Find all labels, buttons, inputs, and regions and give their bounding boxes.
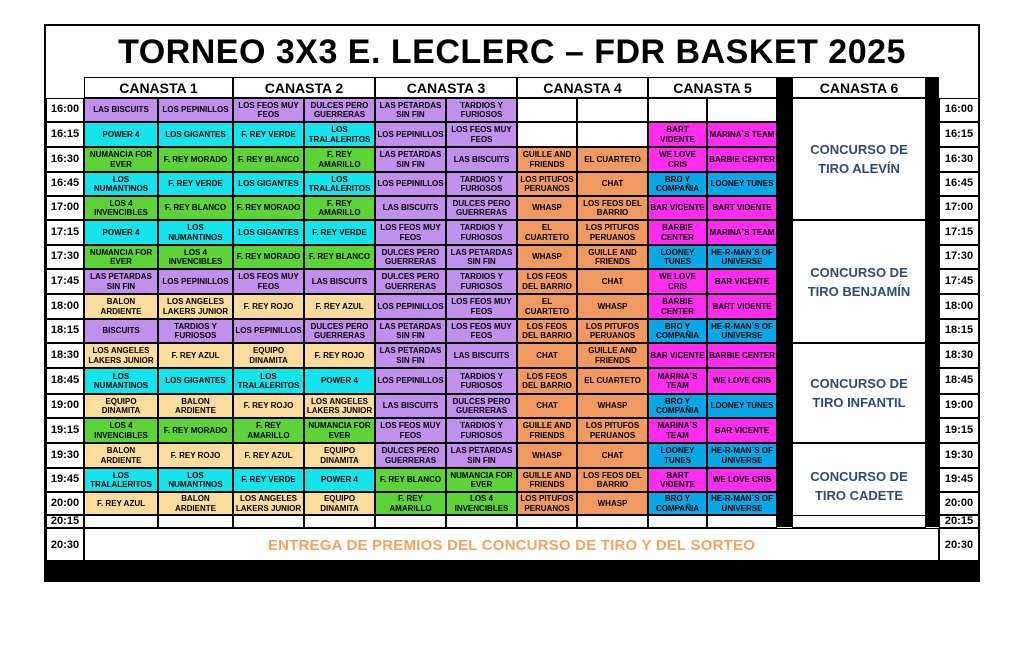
match-cell[interactable]: BRO Y COMPAÑIA	[648, 492, 707, 515]
match-cell[interactable]: HE-R-MAN´S OF UNIVERSE	[707, 492, 777, 515]
time-label-left: 18:30	[46, 343, 84, 368]
match-cell[interactable]: DULCES PERO GUERRERAS	[304, 319, 375, 343]
concurso-block: CONCURSO DE TIRO BENJAMÍN	[792, 220, 926, 343]
match-cell[interactable]: TARDIOS Y FURIOSOS	[446, 98, 517, 122]
match-cell[interactable]: F. REY MORADO	[158, 147, 233, 172]
match-cell[interactable]: LOS PEPINILLOS	[158, 269, 233, 294]
time-label-right: 16:15	[939, 122, 979, 147]
time-label-right: 18:30	[939, 343, 979, 368]
match-cell[interactable]: F. REY AMARILLO	[304, 147, 375, 172]
match-cell[interactable]: LOONEY TUNES	[648, 443, 707, 468]
match-cell[interactable]: CHAT	[577, 172, 648, 196]
divider-bar	[926, 77, 939, 527]
match-cell[interactable]: BALON ARDIENTE	[158, 492, 233, 515]
match-cell[interactable]	[577, 98, 648, 122]
match-cell[interactable]: MARINA´S TEAM	[707, 220, 777, 245]
match-cell[interactable]: EL CUARTETO	[577, 147, 648, 172]
match-cell[interactable]: BART VIDENTE	[707, 196, 777, 220]
page-title: TORNEO 3X3 E. LECLERC – FDR BASKET 2025	[118, 33, 906, 71]
match-cell[interactable]: DULCES PERO GUERRERAS	[304, 98, 375, 122]
match-cell[interactable]	[577, 515, 648, 528]
match-cell[interactable]: LOS 4 INVENCIBLES	[446, 492, 517, 515]
match-cell[interactable]: LAS PETARDAS SIN FIN	[375, 98, 446, 122]
match-cell[interactable]: WHASP	[517, 443, 577, 468]
court-header: CANASTA 4	[517, 77, 648, 98]
match-cell[interactable]	[517, 98, 577, 122]
match-cell[interactable]: LAS BISCUITS	[375, 196, 446, 220]
match-cell[interactable]: NUMANCIA FOR EVER	[446, 468, 517, 492]
match-cell[interactable]: LOS FEOS MUY FEOS	[233, 269, 304, 294]
match-cell[interactable]: LOS PEPINILLOS	[158, 98, 233, 122]
court-header: CANASTA 3	[375, 77, 517, 98]
match-cell[interactable]: LOS NUMANTINOS	[158, 468, 233, 492]
match-cell[interactable]: BARBIE CENTER	[648, 294, 707, 319]
court-header: CANASTA 5	[648, 77, 777, 98]
court-header: CANASTA 1	[84, 77, 233, 98]
footer-bar	[44, 560, 980, 582]
match-cell[interactable]: F. REY AZUL	[158, 343, 233, 368]
match-cell[interactable]: LOS FEOS DEL BARRIO	[577, 196, 648, 220]
match-cell[interactable]: EL CUARTETO	[517, 220, 577, 245]
time-label-left: 16:45	[46, 172, 84, 196]
match-cell[interactable]: TARDIOS Y FURIOSOS	[446, 220, 517, 245]
match-cell[interactable]	[707, 515, 777, 528]
match-cell[interactable]: LOS FEOS MUY FEOS	[446, 122, 517, 147]
match-cell[interactable]	[304, 515, 375, 528]
match-cell[interactable]: F. REY MORADO	[158, 418, 233, 443]
match-cell[interactable]: HE-R-MAN´S OF UNIVERSE	[707, 443, 777, 468]
time-label-right: 19:30	[939, 443, 979, 468]
match-cell[interactable]: DULCES PERO GUERRERAS	[375, 443, 446, 468]
match-cell[interactable]	[517, 515, 577, 528]
match-cell[interactable]: F. REY AZUL	[84, 492, 158, 515]
match-cell[interactable]: WHASP	[577, 394, 648, 418]
time-label-left: 19:15	[46, 418, 84, 443]
match-cell[interactable]: LAS PETARDAS SIN FIN	[375, 147, 446, 172]
match-cell[interactable]: LOS FEOS DEL BARRIO	[517, 368, 577, 394]
match-cell[interactable]: BALON ARDIENTE	[84, 443, 158, 468]
time-label-left: 19:30	[46, 443, 84, 468]
match-cell[interactable]: LOS 4 INVENCIBLES	[84, 418, 158, 443]
time-label-right: 17:00	[939, 196, 979, 220]
match-cell[interactable]: LAS PETARDAS SIN FIN	[446, 245, 517, 269]
time-label-left: 20:15	[46, 515, 84, 528]
match-cell[interactable]: EQUIPO DINAMITA	[84, 394, 158, 418]
match-cell[interactable]: TARDIOS Y FURIOSOS	[158, 319, 233, 343]
match-cell[interactable]: EL CUARTETO	[517, 294, 577, 319]
match-cell[interactable]: LOS PEPINILLOS	[375, 368, 446, 394]
match-cell[interactable]: GUILLE AND FRIENDS	[577, 343, 648, 368]
match-cell[interactable]: LOONEY TUNES	[707, 172, 777, 196]
match-cell[interactable]: NUMANCIA FOR EVER	[84, 147, 158, 172]
match-cell[interactable]: LOS FEOS MUY FEOS	[375, 220, 446, 245]
time-label-right: 16:00	[939, 98, 979, 122]
match-cell[interactable]: F. REY AZUL	[304, 294, 375, 319]
match-cell[interactable]: CHAT	[517, 394, 577, 418]
match-cell[interactable]: LAS PETARDAS SIN FIN	[375, 319, 446, 343]
time-label-right: 20:15	[939, 515, 979, 528]
match-cell[interactable]	[158, 515, 233, 528]
match-cell[interactable]: POWER 4	[304, 468, 375, 492]
match-cell[interactable]	[84, 515, 158, 528]
time-label-right: 17:15	[939, 220, 979, 245]
match-cell[interactable]: TARDIOS Y FURIOSOS	[446, 269, 517, 294]
awards-banner: ENTREGA DE PREMIOS DEL CONCURSO DE TIRO Y DEL SORTEO	[84, 528, 939, 563]
match-cell[interactable]: BART VIDENTE	[648, 122, 707, 147]
match-cell[interactable]: F. REY MORADO	[233, 196, 304, 220]
match-cell[interactable]: DULCES PERO GUERRERAS	[375, 269, 446, 294]
header-gap	[777, 77, 792, 527]
time-label-right: 18:45	[939, 368, 979, 394]
match-cell[interactable]: F. REY BLANCO	[233, 147, 304, 172]
match-cell[interactable]: F. REY AMARILLO	[304, 196, 375, 220]
match-cell[interactable]: BART VIDENTE	[648, 468, 707, 492]
match-cell[interactable]: F. REY AMARILLO	[375, 492, 446, 515]
time-label-left: 20:00	[46, 492, 84, 515]
match-cell[interactable]: WHASP	[517, 196, 577, 220]
match-cell[interactable]: LOS FEOS MUY FEOS	[446, 294, 517, 319]
match-cell[interactable]: POWER 4	[84, 122, 158, 147]
time-label-right: 17:45	[939, 269, 979, 294]
match-cell[interactable]: F. REY VERDE	[158, 172, 233, 196]
match-cell[interactable]: DULCES PERO GUERRERAS	[446, 196, 517, 220]
match-cell[interactable]: LOS PEPINILLOS	[375, 172, 446, 196]
time-label-right: 19:00	[939, 394, 979, 418]
match-cell[interactable]: LOS FEOS DEL BARRIO	[517, 269, 577, 294]
concurso-block: CONCURSO DE TIRO CADETE	[792, 443, 926, 528]
match-cell[interactable]: NUMANCIA FOR EVER	[84, 245, 158, 269]
match-cell[interactable]: LOS PEPINILLOS	[233, 319, 304, 343]
time-label-left: 17:00	[46, 196, 84, 220]
match-cell[interactable]: BAR VICENTE	[648, 196, 707, 220]
time-label-left: 17:45	[46, 269, 84, 294]
match-cell[interactable]: BAR VICENTE	[648, 343, 707, 368]
match-cell[interactable]: F. REY BLANCO	[375, 468, 446, 492]
match-cell[interactable]: LOS ANGELES LAKERS JUNIOR	[304, 394, 375, 418]
match-cell[interactable]: F. REY VERDE	[233, 468, 304, 492]
match-cell[interactable]: BRO Y COMPAÑIA	[648, 319, 707, 343]
match-cell[interactable]: WE LOVE CRIS	[648, 269, 707, 294]
match-cell[interactable]: LOS FEOS DEL BARRIO	[517, 319, 577, 343]
match-cell[interactable]: WE LOVE CRIS	[707, 368, 777, 394]
match-cell[interactable]: POWER 4	[304, 368, 375, 394]
match-cell[interactable]	[233, 515, 304, 528]
match-cell[interactable]: LOS GIGANTES	[158, 368, 233, 394]
match-cell[interactable]: LOS FEOS MUY FEOS	[233, 98, 304, 122]
match-cell[interactable]: LAS PETARDAS SIN FIN	[375, 343, 446, 368]
match-cell[interactable]: BARBIE CENTER	[648, 220, 707, 245]
match-cell[interactable]	[577, 122, 648, 147]
time-label-left: 16:00	[46, 98, 84, 122]
match-cell[interactable]: BAR VICENTE	[707, 418, 777, 443]
time-label-left: 20:30	[46, 528, 84, 563]
match-cell[interactable]: LAS PETARDAS SIN FIN	[84, 269, 158, 294]
match-cell[interactable]: CHAT	[577, 443, 648, 468]
match-cell[interactable]: F. REY ROJO	[233, 394, 304, 418]
time-label-left: 18:15	[46, 319, 84, 343]
time-label-right: 16:45	[939, 172, 979, 196]
concurso-block: CONCURSO DE TIRO INFANTIL	[792, 343, 926, 443]
match-cell[interactable]: CHAT	[517, 343, 577, 368]
court-header: CANASTA 6	[792, 77, 926, 98]
match-cell[interactable]: DULCES PERO GUERRERAS	[446, 394, 517, 418]
match-cell[interactable]: LOS NUMANTINOS	[84, 172, 158, 196]
time-label-left: 17:15	[46, 220, 84, 245]
match-cell[interactable]: BALON ARDIENTE	[84, 294, 158, 319]
time-label-left: 16:30	[46, 147, 84, 172]
match-cell[interactable]: F. REY BLANCO	[304, 245, 375, 269]
match-cell[interactable]: BRO Y COMPAÑIA	[648, 172, 707, 196]
match-cell[interactable]: GUILLE AND FRIENDS	[517, 418, 577, 443]
match-cell[interactable]: F. REY BLANCO	[158, 196, 233, 220]
match-cell[interactable]: HE-R-MAN´S OF UNIVERSE	[707, 245, 777, 269]
match-cell[interactable]: TARDIOS Y FURIOSOS	[446, 368, 517, 394]
match-cell[interactable]: CHAT	[577, 269, 648, 294]
time-label-left: 19:00	[46, 394, 84, 418]
time-label-left: 16:15	[46, 122, 84, 147]
match-cell[interactable]: LOS PEPINILLOS	[375, 294, 446, 319]
match-cell[interactable]: BRO Y COMPAÑIA	[648, 394, 707, 418]
match-cell[interactable]	[375, 515, 446, 528]
match-cell[interactable]: LOS FEOS MUY FEOS	[446, 319, 517, 343]
match-cell[interactable]: WHASP	[517, 245, 577, 269]
match-cell[interactable]: LOS PITUFOS PERUANOS	[577, 418, 648, 443]
time-label-left: 18:45	[46, 368, 84, 394]
match-cell[interactable]: LOS 4 INVENCIBLES	[84, 196, 158, 220]
match-cell[interactable]: LOS ANGELES LAKERS JUNIOR	[84, 343, 158, 368]
time-label-right: 19:45	[939, 468, 979, 492]
match-cell[interactable]	[648, 515, 707, 528]
match-cell[interactable]: LOS PEPINILLOS	[375, 122, 446, 147]
time-label-left: 18:00	[46, 294, 84, 319]
match-cell[interactable]: LOS TRALALERITOS	[304, 172, 375, 196]
match-cell[interactable]: LAS BISCUITS	[304, 269, 375, 294]
match-cell[interactable]: F. REY AZUL	[233, 443, 304, 468]
match-cell[interactable]: MARINA´S TEAM	[707, 122, 777, 147]
time-label-right: 20:30	[939, 528, 979, 563]
match-cell[interactable]: F. REY ROJO	[158, 443, 233, 468]
match-cell[interactable]: LAS BISCUITS	[375, 394, 446, 418]
time-label-left: 17:30	[46, 245, 84, 269]
match-cell[interactable]: LOS TRALALERITOS	[304, 122, 375, 147]
match-cell[interactable]: MARINA´S TEAM	[648, 368, 707, 394]
match-cell[interactable]: MARINA´S TEAM	[648, 418, 707, 443]
match-cell[interactable]	[648, 98, 707, 122]
match-cell[interactable]: LOS TRALALERITOS	[233, 368, 304, 394]
match-cell[interactable]: TARDIOS Y FURIOSOS	[446, 418, 517, 443]
time-label-left: 19:45	[46, 468, 84, 492]
time-label-right: 16:30	[939, 147, 979, 172]
match-cell[interactable]: LOS PITUFOS PERUANOS	[517, 492, 577, 515]
time-label-right: 18:00	[939, 294, 979, 319]
match-cell[interactable]: GUILLE AND FRIENDS	[577, 245, 648, 269]
time-label-right: 18:15	[939, 319, 979, 343]
time-label-right: 20:00	[939, 492, 979, 515]
match-cell[interactable]: LOONEY TUNES	[707, 394, 777, 418]
match-cell[interactable]: BALON ARDIENTE	[158, 394, 233, 418]
match-cell[interactable]: WE LOVE CRIS	[707, 468, 777, 492]
match-cell[interactable]: LOS GIGANTES	[233, 220, 304, 245]
concurso-block: CONCURSO DE TIRO ALEVÍN	[792, 98, 926, 220]
match-cell[interactable]: EQUIPO DINAMITA	[304, 443, 375, 468]
match-cell[interactable]: F. REY VERDE	[233, 122, 304, 147]
match-cell[interactable]: POWER 4	[84, 220, 158, 245]
match-cell[interactable]: WHASP	[577, 492, 648, 515]
match-cell[interactable]: LAS PETARDAS SIN FIN	[446, 443, 517, 468]
match-cell[interactable]: EQUIPO DINAMITA	[304, 492, 375, 515]
match-cell[interactable]: LOS FEOS MUY FEOS	[375, 418, 446, 443]
match-cell[interactable]: LOS 4 INVENCIBLES	[158, 245, 233, 269]
match-cell[interactable]: BART VIDENTE	[707, 294, 777, 319]
match-cell[interactable]: LOS GIGANTES	[233, 172, 304, 196]
match-cell[interactable]: F. REY MORADO	[233, 245, 304, 269]
match-cell[interactable]: HE-R-MAN´S OF UNIVERSE	[707, 319, 777, 343]
match-cell[interactable]: LOS GIGANTES	[158, 122, 233, 147]
match-cell[interactable]: LOS PITUFOS PERUANOS	[577, 220, 648, 245]
match-cell[interactable]: TARDIOS Y FURIOSOS	[446, 172, 517, 196]
match-cell[interactable]: F. REY VERDE	[304, 220, 375, 245]
match-cell[interactable]: LOS ANGELES LAKERS JUNIOR	[158, 294, 233, 319]
match-cell[interactable]: EQUIPO DINAMITA	[233, 343, 304, 368]
match-cell[interactable]: BARBIE CENTER	[707, 343, 777, 368]
match-cell[interactable]: GUILLE AND FRIENDS	[517, 468, 577, 492]
match-cell[interactable]: LOS FEOS DEL BARRIO	[577, 468, 648, 492]
match-cell[interactable]	[707, 98, 777, 122]
match-cell[interactable]: LOONEY TUNES	[648, 245, 707, 269]
match-cell[interactable]: LOS ANGELES LAKERS JUNIOR	[233, 492, 304, 515]
match-cell[interactable]: LAS BISCUITS	[446, 147, 517, 172]
match-cell[interactable]: F. REY ROJO	[304, 343, 375, 368]
time-label-right: 19:15	[939, 418, 979, 443]
match-cell[interactable]	[446, 515, 517, 528]
match-cell[interactable]: WHASP	[577, 294, 648, 319]
match-cell[interactable]: LOS PITUFOS PERUANOS	[577, 319, 648, 343]
match-cell[interactable]	[517, 122, 577, 147]
match-cell[interactable]: BARBIE CENTER	[707, 147, 777, 172]
empty-cell	[792, 515, 926, 528]
match-cell[interactable]: EL CUARTETO	[577, 368, 648, 394]
match-cell[interactable]: F. REY AMARILLO	[233, 418, 304, 443]
time-label-right: 17:30	[939, 245, 979, 269]
match-cell[interactable]: LOS TRALALERITOS	[84, 468, 158, 492]
match-cell[interactable]: LOS NUMANTINOS	[84, 368, 158, 394]
match-cell[interactable]: NUMANCIA FOR EVER	[304, 418, 375, 443]
match-cell[interactable]: DULCES PERO GUERRERAS	[375, 245, 446, 269]
match-cell[interactable]: WE LOVE CRIS	[648, 147, 707, 172]
match-cell[interactable]: BAR VICENTE	[707, 269, 777, 294]
match-cell[interactable]: LOS NUMANTINOS	[158, 220, 233, 245]
court-header: CANASTA 2	[233, 77, 375, 98]
match-cell[interactable]: LOS PITUFOS PERUANOS	[517, 172, 577, 196]
match-cell[interactable]: BISCUITS	[84, 319, 158, 343]
match-cell[interactable]: F. REY ROJO	[233, 294, 304, 319]
match-cell[interactable]: LAS BISCUITS	[84, 98, 158, 122]
match-cell[interactable]: LAS BISCUITS	[446, 343, 517, 368]
match-cell[interactable]: GUILLE AND FRIENDS	[517, 147, 577, 172]
